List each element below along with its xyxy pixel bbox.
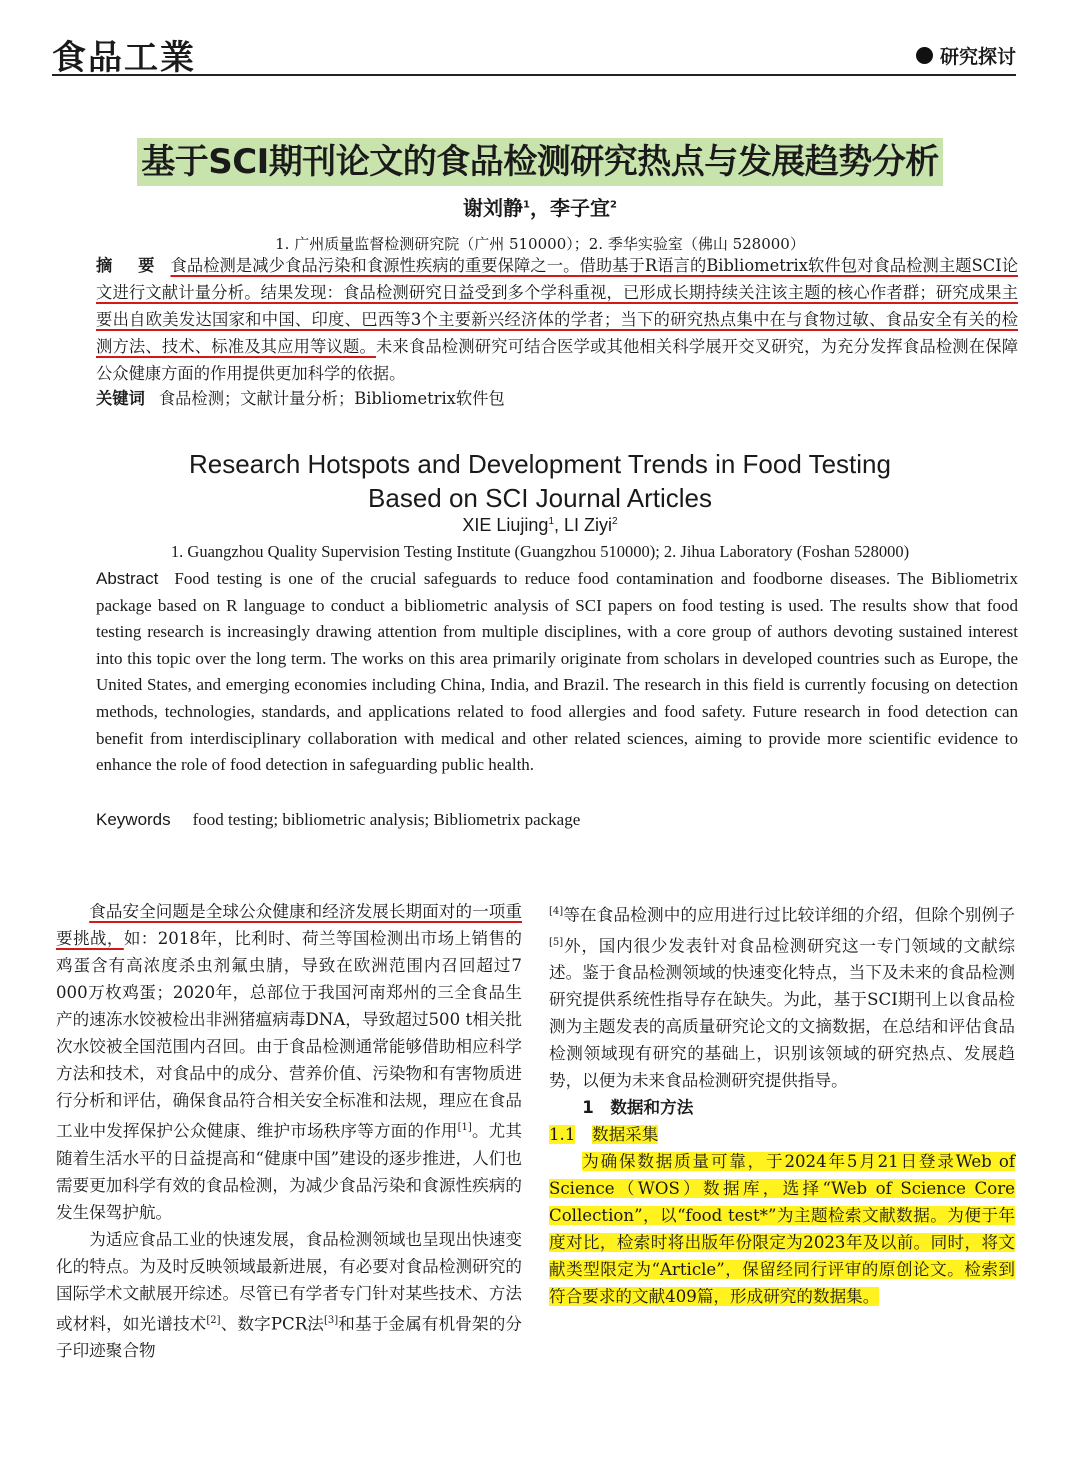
cn-title-text: 基于SCI期刊论文的食品检测研究热点与发展趋势分析	[137, 138, 943, 186]
cn-abstract-rest: 未来食品检测研究可结合医学或其他相关科学展开交叉研究，为充分发挥食品检测在保障公众健康方面的作用提供更加科学的依据。	[96, 337, 1018, 383]
cn-author-1-sup: 1	[523, 199, 530, 211]
en-abstract	[96, 566, 1018, 779]
en-title	[0, 447, 1080, 515]
body-p1-underlined: 食品安全问题是全球公众健康和经济发展长期面对的一项重要挑战，	[56, 902, 522, 948]
cn-author-2: 李子宜	[550, 196, 610, 220]
en-abstract-text: Food testing is one of the crucial safeguards to reduce food contamination and foodborne diseases. The Bibliometrix package based on R language to conduct a bibliometric analysis of SCI papers on food testing is used. The results show that food testing research is increasingly drawing attention from multiple disciplines, with a core group of authors devoting sustained interest into this topic over the long term. The works on this area primarily originate from scholars in developed countries such as Europe, the United States, and emerging economies including China, India, and Brazil. The research in this field is currently focusing on detection methods, technologies, standards, and applications related to food allergies and food safety. Future research in food detection can benefit from interdisciplinary collaboration with medical and other related sciences, aiming to provide more scientific evidence to enhance the role of food detection in safeguarding public health.	[96, 569, 1018, 775]
en-keywords-text: food testing; bibliometric analysis; Bibliometrix package	[192, 810, 581, 829]
cn-author-2-sup: 2	[610, 199, 617, 211]
body-p3-text: 为确保数据质量可靠，于2024年5月21日登录Web of Science（WOS）数据库，选择“Web of Science Core Collection”，以“food test*”为主题检索文献数据。为便于年度对比，检索时将出版年份限定为2023年及以前。同时，将文献类型限定为“Article”，保留经同行评审的原创论文。检索到符合要求的文献409篇，形成研究的数据集。	[549, 1152, 1015, 1307]
cn-affiliations: 1. 广州质量监督检测研究院（广州 510000）；2. 季华实验室（佛山 528000）	[275, 235, 805, 253]
en-author-1: XIE Liujing	[462, 515, 549, 535]
header-divider	[52, 74, 1016, 76]
ref-4: [4]	[549, 906, 564, 917]
body-p1-a: 如：2018年，比利时、荷兰等国检测出市场上销售的鸡蛋含有高浓度杀虫剂氟虫腈，导致在欧洲范围内召回超过7 000万枚鸡蛋；2020年，总部位于我国河南郑州的三全食品生产的速冻水饺被检出非洲猪瘟病毒DNA，导致超过500 t相关批次水饺被全国范围内召回。由于食品检测通常能够借助相应科学方法和技术，对食品中的成分、营养价值、污染物和有害物质进行分析和评估，确保食品符合相关安全标准和法规，理应在食品工业中发挥保护公众健康、维护市场秩序等方面的作用	[56, 929, 523, 1141]
cn-keywords-label: 关键词	[96, 389, 145, 408]
en-author-2: LI Ziyi	[564, 515, 613, 535]
en-abstract-label: Abstract	[96, 569, 159, 588]
section-1-1-title: 数据采集	[591, 1125, 659, 1145]
cn-authors	[0, 192, 1080, 221]
section-name: 研究探讨	[939, 46, 1016, 68]
body-paragraph-1	[56, 898, 522, 1226]
body-p2-a: 为适应食品工业的快速发展，食品检测领域也呈现出快速变化的特点。为及时反映领域最新进展，有必要对食品检测研究的国际学术文献展开综述。尽管已有学者专门针对某些技术、方法或材料，如光谱技术	[56, 1229, 522, 1334]
body-p1-b: 。尤其随着生活水平的日益提高和“健康中国”建设的逐步推进，人们也需要更加科学有效的食品检测，为减少食品污染和食源性疾病的发生保驾护航。	[56, 1121, 522, 1222]
body-p2-d: 等在食品检测中的应用进行过比较详细的介绍，但除个别例子	[563, 905, 1015, 925]
section-tag	[916, 42, 1016, 69]
cn-abstract-underlined: 食品检测是减少食品污染和食源性疾病的重要保障之一。借助基于R语言的Bibliometrix软件包对食品检测主题SCI论文进行文献计量分析。结果发现：食品检测研究日益受到多个学科重视，已形成长期持续关注该主题的核心作者群；研究成果主要出自欧美发达国家和中国、印度、巴西等3个主要新兴经济体的学者；当下的研究热点集中在与食物过敏、食品安全有关的检测方法、技术、标准及其应用等议题。	[96, 256, 1018, 356]
section-heading-1: 1 数据和方法	[582, 1098, 694, 1118]
body-paragraph-3	[549, 1148, 1015, 1310]
cn-keywords	[96, 385, 1018, 412]
cn-keywords-text: 食品检测；文献计量分析；Bibliometrix软件包	[158, 389, 505, 408]
en-author-2-sup: 2	[612, 516, 618, 527]
cn-abstract-label: 摘 要	[96, 256, 165, 275]
body-paragraph-2	[56, 1226, 522, 1365]
ref-2: [2]	[206, 1314, 221, 1326]
en-keywords	[96, 806, 1018, 833]
cn-title	[0, 134, 1080, 183]
cn-author-sep: ，	[530, 196, 550, 220]
section-1-1-number: 1.1	[549, 1125, 576, 1145]
en-keywords-label: Keywords	[96, 810, 171, 829]
en-author-sep: ,	[554, 515, 565, 535]
en-title-line-1: Research Hotspots and Development Trends in Food Testing	[189, 449, 891, 479]
body-column-right	[549, 898, 1015, 1310]
en-affiliations: 1. Guangzhou Quality Supervision Testing Institute (Guangzhou 510000); 2. Jihua Laboratory (Foshan 528000)	[170, 542, 910, 561]
bullet-dot-icon	[916, 47, 933, 64]
body-paragraph-2-cont	[549, 898, 1015, 1094]
body-p2-b: 、数字PCR法	[220, 1314, 325, 1334]
ref-1: [1]	[457, 1122, 472, 1133]
section-heading-1-1	[549, 1121, 1015, 1148]
ref-5: [5]	[549, 936, 564, 948]
en-authors	[0, 515, 1080, 536]
body-p2-e: 外，国内很少发表针对食品检测研究这一专门领域的文献综述。鉴于食品检测领域的快速变化特点，当下及未来的食品检测研究提供系统性指导存在缺失。为此，基于SCI期刊上以食品检测为主题发表的高质量研究论文的文摘数据，在总结和评估食品检测领域现有研究的基础上，识别该领域的研究热点、发展趋势，以便为未来食品检测研究提供指导。	[549, 936, 1015, 1091]
journal-logo: 食品工業	[52, 38, 196, 78]
cn-author-1: 谢刘静	[463, 196, 524, 220]
cn-abstract	[96, 252, 1018, 387]
en-title-line-2: Based on SCI Journal Articles	[368, 483, 712, 513]
en-author-1-sup: 1	[548, 516, 555, 527]
ref-3: [3]	[324, 1314, 339, 1326]
body-p2-c: 和基于金属有机骨架的分子印迹聚合物	[56, 1314, 523, 1361]
body-column-left	[56, 898, 522, 1364]
